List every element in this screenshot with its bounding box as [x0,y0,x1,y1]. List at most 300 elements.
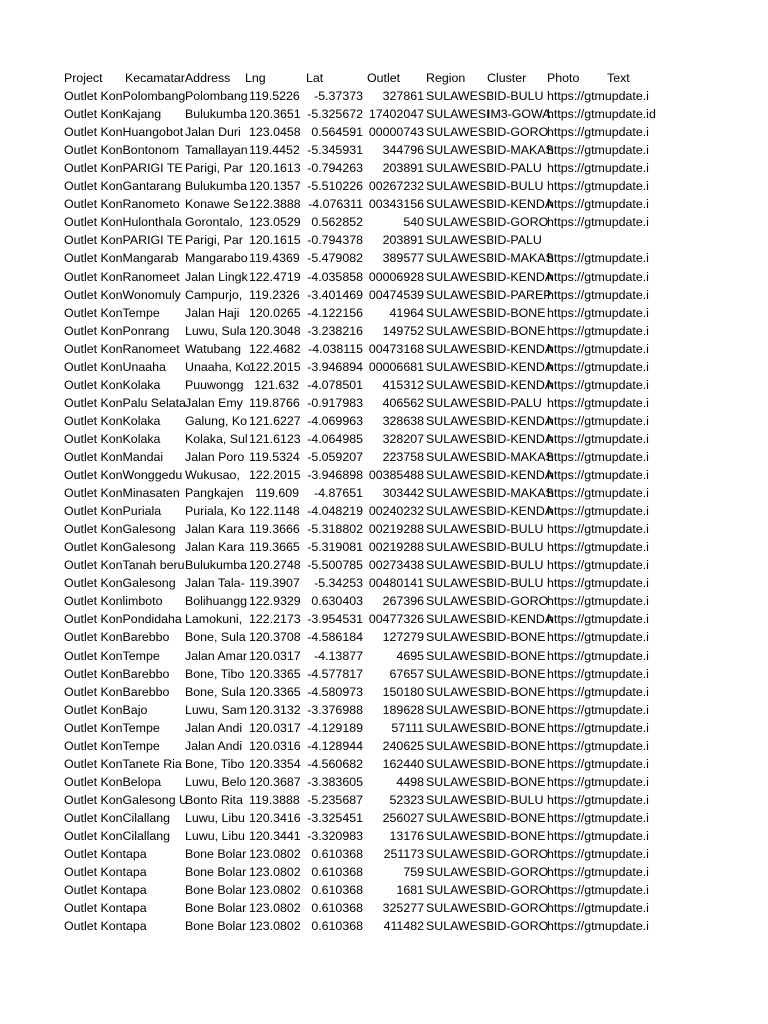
lng-cell: 123.0458 [249,125,301,140]
outlet-cell: 4498 [396,774,424,789]
header-outlet: Outlet [367,71,401,85]
address-cell: Luwu, Belo [185,774,247,789]
table-row [64,773,662,791]
address-cell: Luwu, Sula [185,323,247,338]
project-cell: Outlet KonBelopa [64,774,162,789]
outlet-cell: 406562 [382,395,424,410]
photo-cell: https://gtmupdate.i [547,738,649,753]
lat-cell: -5.319081 [307,540,363,555]
project-cell: Outlet KonHuangobot [64,125,184,140]
photo-cell: https://gtmupdate.i [547,251,649,266]
project-cell: Outlet KonTempe [64,738,160,753]
address-cell: Mangarabo [185,251,248,266]
outlet-cell: 67657 [389,666,424,681]
cluster-cell: 3ID-BONE [487,323,546,338]
table-row [64,809,662,827]
lng-cell: 119.3907 [249,576,300,591]
outlet-cell: 149752 [382,323,424,338]
lat-cell: -5.345931 [307,143,363,158]
cluster-cell: 3ID-MAKAS [487,143,554,158]
cluster-cell: 3ID-KENDA [487,197,554,212]
photo-cell: https://gtmupdate.i [547,630,649,645]
photo-cell: https://gtmupdate.i [547,305,649,320]
lng-cell: 122.2173 [249,612,301,627]
header-photo: Photo [547,71,580,85]
project-cell: Outlet KonPalu Selata [64,395,186,410]
photo-cell: https://gtmupdate.i [547,828,649,843]
lng-cell: 123.0802 [249,847,301,862]
lng-cell: 122.2015 [249,468,301,483]
table-row [64,502,662,520]
outlet-cell: 00385488 [368,468,424,483]
header-row [64,69,662,87]
photo-cell: https://gtmupdate.i [547,919,649,934]
header-kecamatan-address: KecamatarAddress [125,71,231,85]
cluster-cell: 3ID-GORO [487,865,549,880]
lat-cell: -3.946898 [307,468,363,483]
region-cell: SULAWESI [426,558,490,573]
lat-cell: -4.586184 [307,630,363,645]
outlet-cell: 759 [403,865,424,880]
table-row [64,520,662,538]
project-cell: Outlet KonMandai [64,449,164,464]
lng-cell: 121.6227 [249,413,301,428]
outlet-cell: 00473168 [368,341,424,356]
outlet-cell: 00006681 [368,359,424,374]
lng-cell: 120.3365 [249,684,301,699]
cluster-cell: 3ID-BULU [487,89,544,104]
region-cell: SULAWESI [426,919,490,934]
table-row [64,430,662,448]
region-cell: SULAWESI [426,359,490,374]
address-cell: Bone Bolar [185,847,247,862]
lat-cell: -4.87651 [314,486,363,501]
photo-cell: https://gtmupdate.i [547,341,649,356]
lng-cell: 119.3888 [249,792,300,807]
lat-cell: -4.577817 [307,666,363,681]
cluster-cell: 3ID-GORO [487,901,549,916]
cluster-cell: 3ID-BONE [487,666,546,681]
project-cell: Outlet KonTempe [64,648,160,663]
header-project: Project [64,71,103,85]
lng-cell: 123.0802 [249,919,301,934]
outlet-cell: 41964 [389,305,424,320]
lng-cell: 119.8766 [249,395,300,410]
photo-cell: https://gtmupdate.i [547,125,649,140]
photo-cell: https://gtmupdate.i [547,179,649,194]
photo-cell: https://gtmupdate.i [547,756,649,771]
lat-cell: -4.076311 [308,197,363,212]
header-text: Text [607,71,630,85]
table-row [64,358,662,376]
lng-cell: 120.0265 [249,305,301,320]
photo-cell: https://gtmupdate.i [547,269,649,284]
cluster-cell: 3ID-KENDA [487,359,554,374]
address-cell: Jalan Andi [185,720,243,735]
outlet-cell: 203891 [382,161,424,176]
address-cell: Jalan Duri [185,125,241,140]
cluster-cell: 3ID-GORO [487,125,549,140]
project-cell: Outlet KonTanah beru [64,558,185,573]
table-row [64,376,662,394]
cluster-cell: 3ID-MAKAS [487,486,554,501]
cluster-cell: 3ID-BONE [487,774,546,789]
lng-cell: 122.4682 [249,341,301,356]
photo-cell: https://gtmupdate.i [547,901,649,916]
address-cell: Bulukumba [185,558,247,573]
project-cell: Outlet KonHulonthala [64,215,182,230]
address-cell: Bulukumba [185,179,247,194]
lat-cell: -5.34253 [314,576,363,591]
address-cell: Jalan Kara [185,540,245,555]
project-cell: Outlet KonGalesong U [64,792,188,807]
photo-cell: https://gtmupdate.i [547,702,649,717]
table-row [64,249,662,267]
table-row [64,159,662,177]
photo-cell: https://gtmupdate.i [547,594,649,609]
region-cell: SULAWESI [426,486,490,501]
header-region: Region [426,71,466,85]
outlet-cell: 256027 [382,810,424,825]
table-row [64,647,662,665]
project-cell: Outlet KonBajo [64,702,148,717]
table-row [64,195,662,213]
outlet-cell: 00006928 [368,269,424,284]
cluster-cell: 3ID-BONE [487,810,546,825]
project-cell: Outlet Kontapa [64,901,147,916]
photo-cell: https://gtmupdate.i [547,558,649,573]
address-cell: Unaaha, Ko [185,359,251,374]
region-cell: SULAWESI [426,901,490,916]
address-cell: Puriala, Ko [185,504,246,519]
address-cell: Bolihuangg [185,594,248,609]
photo-cell: https://gtmupdate.i [547,522,649,537]
cluster-cell: 3ID-BONE [487,738,546,753]
lng-cell: 122.9329 [249,594,301,609]
region-cell: SULAWESI [426,107,490,122]
table-row [64,628,662,646]
table-row [64,556,662,574]
address-cell: Bonto Rita [185,792,243,807]
table-row [64,683,662,701]
outlet-cell: 00273438 [368,558,424,573]
table-row [64,755,662,773]
cluster-cell: 3ID-PALU [487,161,542,176]
cluster-cell: 3ID-MAKAS [487,449,554,464]
outlet-cell: 127279 [382,630,424,645]
lng-cell: 119.3665 [249,540,300,555]
lat-cell: -4.128944 [307,738,363,753]
project-cell: Outlet KonKolaka [64,413,161,428]
address-cell: Polombang [185,89,248,104]
project-cell: Outlet KonMinasaten [64,486,180,501]
region-cell: SULAWESI [426,233,490,248]
photo-cell: https://gtmupdate.i [547,865,649,880]
region-cell: SULAWESI [426,161,490,176]
lng-cell: 122.2015 [249,359,301,374]
region-cell: SULAWESI [426,269,490,284]
address-cell: Lamokuni, [185,612,243,627]
lat-cell: -3.238216 [307,323,363,338]
address-cell: Galung, Ko [185,413,247,428]
header-cluster: Cluster [487,71,527,85]
outlet-cell: 00240232 [368,504,424,519]
project-cell: Outlet KonBarebbo [64,666,170,681]
lat-cell: -3.954531 [307,612,363,627]
project-cell: Outlet KonCilallang [64,810,171,825]
table-row [64,665,662,683]
lng-cell: 122.4719 [249,269,301,284]
table-body [64,87,662,935]
project-cell: Outlet KonKajang [64,107,162,122]
cluster-cell: 3ID-KENDA [487,504,554,519]
region-cell: SULAWESI [426,377,490,392]
outlet-cell: 4695 [396,648,424,663]
address-cell: Konawe Se [185,197,249,212]
project-cell: Outlet KonTempe [64,305,160,320]
photo-cell: https://gtmupdate.i [547,215,649,230]
lat-cell: -4.580973 [307,684,363,699]
photo-cell: https://gtmupdate.i [547,540,649,555]
photo-cell: https://gtmupdate.i [547,666,649,681]
photo-cell: https://gtmupdate.i [547,287,649,302]
address-cell: Kolaka, Sul [185,431,248,446]
outlet-cell: 1681 [396,883,424,898]
photo-cell: https://gtmupdate.i [547,774,649,789]
address-cell: Bone Bolar [185,865,247,880]
lng-cell: 120.0317 [249,720,301,735]
cluster-cell: 3ID-KENDA [487,341,554,356]
region-cell: SULAWESI [426,612,490,627]
cluster-cell: 3ID-BULU [487,179,544,194]
lat-cell: -4.035858 [307,269,363,284]
project-cell: Outlet Kontapa [64,865,147,880]
cluster-cell: 3ID-BULU [487,540,544,555]
table-row [64,791,662,809]
project-cell: Outlet KonGantarang [64,179,182,194]
table-row [64,286,662,304]
outlet-cell: 00267232 [368,179,424,194]
table-row [64,881,662,899]
outlet-cell: 00000743 [368,125,424,140]
lng-cell: 120.3132 [249,702,301,717]
lng-cell: 120.1357 [249,179,301,194]
outlet-cell: 52323 [389,792,424,807]
project-cell: Outlet KonBarebbo [64,684,170,699]
photo-cell: https://gtmupdate.i [547,395,649,410]
photo-cell: https://gtmupdate.i [547,792,649,807]
region-cell: SULAWESI [426,720,490,735]
project-cell: Outlet KonPolombang [64,89,186,104]
table-row [64,231,662,249]
project-cell: Outlet KonPondidaha [64,612,182,627]
lat-cell: -0.917983 [307,395,363,410]
outlet-cell: 17402047 [368,107,424,122]
cluster-cell: 3ID-BULU [487,576,544,591]
lng-cell: 119.2326 [249,287,300,302]
photo-cell: https://gtmupdate.i [547,847,649,862]
photo-cell: https://gtmupdate.i [547,648,649,663]
lng-cell: 119.5324 [249,449,300,464]
region-cell: SULAWESI [426,143,490,158]
region-cell: SULAWESI [426,125,490,140]
table-row [64,737,662,755]
lng-cell: 123.0802 [249,901,301,916]
lat-cell: -4.13877 [314,648,363,663]
region-cell: SULAWESI [426,305,490,320]
region-cell: SULAWESI [426,684,490,699]
project-cell: Outlet KonUnaaha [64,359,166,374]
table-row [64,899,662,917]
address-cell: Luwu, Sam [185,702,247,717]
lat-cell: -0.794378 [307,233,363,248]
lat-cell: -4.038115 [308,341,363,356]
table-row [64,141,662,159]
lng-cell: 120.3687 [249,774,301,789]
lng-cell: 120.1615 [249,233,301,248]
address-cell: Parigi, Par [185,161,243,176]
cluster-cell: 3ID-KENDA [487,468,554,483]
lat-cell: -4.069963 [307,413,363,428]
lat-cell: -4.064985 [307,431,363,446]
table-row [64,574,662,592]
photo-cell: https://gtmupdate.i [547,810,649,825]
address-cell: Bone, Tibo [185,666,245,681]
photo-cell: https://gtmupdate.i [547,612,649,627]
photo-cell: https://gtmupdate.id [547,107,656,122]
project-cell: Outlet KonGalesong [64,540,176,555]
region-cell: SULAWESI [426,702,490,717]
address-cell: Jalan Lingk [185,269,248,284]
lat-cell: -4.122156 [307,305,363,320]
region-cell: SULAWESI [426,504,490,519]
region-cell: SULAWESI [426,576,490,591]
cluster-cell: 3ID-PALU [487,233,542,248]
cluster-cell: 3ID-MAKAS [487,251,554,266]
outlet-cell: 251173 [383,847,424,862]
lat-cell: 0.610368 [311,865,363,880]
outlet-cell: 00480141 [368,576,424,591]
table-row [64,123,662,141]
table-row [64,394,662,412]
outlet-cell: 150180 [382,684,424,699]
lat-cell: 0.562852 [311,215,363,230]
cluster-cell: IM3-GOWA [487,107,551,122]
lng-cell: 123.0802 [249,883,301,898]
lng-cell: 120.2748 [249,558,301,573]
lat-cell: -3.401469 [307,287,363,302]
outlet-cell: 00219288 [368,522,424,537]
region-cell: SULAWESI [426,792,490,807]
cluster-cell: 3ID-GORO [487,883,549,898]
table-row [64,304,662,322]
lng-cell: 120.3708 [249,630,301,645]
cluster-cell: 3ID-BONE [487,828,546,843]
address-cell: Puuwongg [185,377,244,392]
photo-cell: https://gtmupdate.i [547,89,649,104]
region-cell: SULAWESI [426,468,490,483]
region-cell: SULAWESI [426,594,490,609]
lng-cell: 122.3888 [249,197,301,212]
address-cell: Bulukumba [185,107,247,122]
region-cell: SULAWESI [426,738,490,753]
address-cell: Campurjo, [185,287,243,302]
lat-cell: -4.129189 [307,720,363,735]
table-row [64,719,662,737]
project-cell: Outlet KonTanete Ria [64,756,182,771]
table-row [64,610,662,628]
project-cell: Outlet KonWonomuly [64,287,181,302]
lat-cell: -3.383605 [307,774,363,789]
lat-cell: -5.37373 [314,89,363,104]
project-cell: Outlet KonGalesong [64,576,176,591]
photo-cell: https://gtmupdate.i [547,197,649,212]
address-cell: Tamallayan [185,143,248,158]
address-cell: Bone, Sula [185,630,246,645]
table-row [64,322,662,340]
lat-cell: -5.325672 [307,107,363,122]
lat-cell: -4.078501 [307,377,363,392]
table-row [64,213,662,231]
photo-cell: https://gtmupdate.i [547,431,649,446]
address-cell: Jalan Tala- [185,576,245,591]
outlet-cell: 57111 [391,720,424,735]
table-row [64,105,662,123]
address-cell: Bone, Sula [185,684,246,699]
outlet-cell: 240625 [382,738,424,753]
lng-cell: 121.6123 [249,431,301,446]
table-row [64,466,662,484]
cluster-cell: 3ID-BULU [487,522,544,537]
region-cell: SULAWESI [426,828,490,843]
address-cell: Jalan Kara [185,522,245,537]
photo-cell: https://gtmupdate.i [547,883,649,898]
outlet-cell: 189628 [382,702,424,717]
project-cell: Outlet KonCilallang [64,828,171,843]
cluster-cell: 3ID-KENDA [487,413,554,428]
lng-cell: 123.0802 [249,865,301,880]
outlet-cell: 415312 [382,377,424,392]
outlet-cell: 303442 [382,486,424,501]
header-lng: Lng [245,71,266,85]
table-row [64,845,662,863]
lat-cell: -5.235687 [307,792,363,807]
photo-cell: https://gtmupdate.i [547,143,649,158]
lng-cell: 120.3651 [249,107,301,122]
table-row [64,863,662,881]
photo-cell: https://gtmupdate.i [547,468,649,483]
project-cell: Outlet KonPuriala [64,504,162,519]
cluster-cell: 3ID-PAREP [487,287,552,302]
cluster-cell: 3ID-BONE [487,702,546,717]
lat-cell: 0.610368 [311,901,363,916]
lng-cell: 119.4452 [249,143,300,158]
outlet-cell: 203891 [382,233,424,248]
address-cell: Bone Bolar [185,901,247,916]
lng-cell: 122.1148 [249,504,300,519]
lng-cell: 119.3666 [249,522,300,537]
lng-cell: 119.609 [255,486,299,501]
table-row [64,827,662,845]
cluster-cell: 3ID-KENDA [487,431,554,446]
table-row [64,87,662,105]
address-cell: Gorontalo, [185,215,243,230]
lat-cell: -3.376988 [307,702,363,717]
project-cell: Outlet Kontapa [64,847,147,862]
cluster-cell: 3ID-GORO [487,215,549,230]
region-cell: SULAWESI [426,287,490,302]
project-cell: Outlet KonWonggedu [64,468,183,483]
